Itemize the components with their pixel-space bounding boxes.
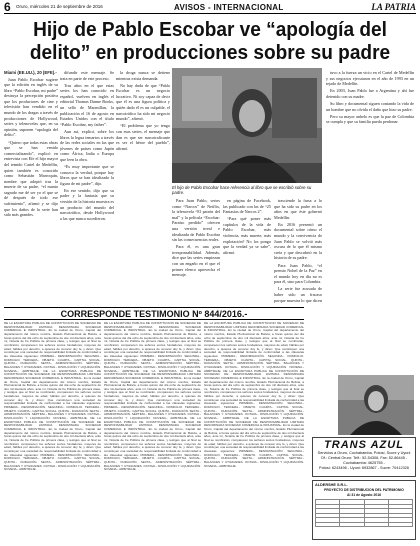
article-column-3 [116,70,170,304]
article-column-2 [60,70,114,304]
article-paragraph: “Para qué poner más capítulos de la vida de Pablo Escobar, más violencia, más muerte, más explotación? No los pongo que la verdad ya se sabe”, afirmó. [223,216,271,255]
legal-column-2 [104,322,201,542]
byline: Miami (EE.UU.), 20 (EFE).- [4,70,57,75]
article-paragraph: En ese sentido, dijo que su padre y la fantasía que su versión de la historia muestra es un producto del mundo del narcotráfico, desde Hollywood a las que nunca sucedieron. [60,187,114,221]
article-paragraph: Para Juan Pablo, series como “Narcos” de Netflix, la telenovela “El patrón del mal” y la película “Escobar: Paraíso perdido” ofrecen una versión irreal e idealizada de Pablo Escobar sin las consecuencias reales. [172,198,220,243]
article-paragraph: en página de Facebook, las publicado con las de “25 Fantasías de Narcos 2”. [223,198,271,215]
article-paragraph: Para Juan Pablo, “el premio Nobel de la Paz” en el mundo hoy en día no es para él, sino para Colombia. [274,262,322,285]
article-column-6 [274,198,322,304]
article-photo [172,68,322,183]
legal-notice-text: DE LA ESCRITURA PUBLICA DE CONSTITUCIÓN DE SOCIEDAD DE RESPONSABILIDAD LIMITADA DENOMINADA SOCIEDAD COMERCIAL E INDUSTRIAL. En la ciudad de Oruro, Capital del departamento del mismo nombre, Estado Plurinacional de Bolivia, a horas quince del día ocho de septiembre de dos mil dieciséis años, ante mí, Notaria de Fe Pública de primera clase, y testigos que al final se nombrarán, comparecen los señores socios fundadores, mayores de edad, hábiles por derecho, a quienes de conocer doy fe, y dicen: Que constituyen una sociedad de responsabilidad limitada de conformidad a las cláusulas siguientes: PRIMERA.- DENOMINACIÓN. SEGUNDA.- DOMICILIO. TERCERA.- OBJETO. CUARTA.- CAPITAL SOCIAL. QUINTA.- DURACIÓN. SEXTA.- ADMINISTRACIÓN. SÉPTIMA.- BALANCES Y UTILIDADES. OCTAVA.- DISOLUCIÓN Y LIQUIDACIÓN. NOVENA.- ARBITRAJE. DE LA ESCRITURA PUBLICA DE CONSTITUCIÓN DE SOCIEDAD DE RESPONSABILIDAD LIMITADA DENOMINADA SOCIEDAD COMERCIAL E INDUSTRIAL. En la ciudad de Oruro, Capital del departamento del mismo nombre, Estado Plurinacional de Bolivia, a horas quince del día ocho de septiembre de dos mil dieciséis años, ante mí, Notaria de Fe Pública de primera clase, y testigos que al final se nombrarán, comparecen los señores socios fundadores, mayores de edad, hábiles por derecho, a quienes de conocer doy fe, y dicen: Que constituyen una sociedad de responsabilidad limitada de conformidad a las cláusulas siguientes: PRIMERA.- DENOMINACIÓN. SEGUNDA.- DOMICILIO. TERCERA.- OBJETO. CUARTA.- CAPITAL SOCIAL. QUINTA.- DURACIÓN. SEXTA.- ADMINISTRACIÓN. SÉPTIMA.- BALANCES Y UTILIDADES. OCTAVA.- DISOLUCIÓN Y LIQUIDACIÓN. NOVENA.- ARBITRAJE. DE LA ESCRITURA PUBLICA DE CONSTITUCIÓN DE SOCIEDAD DE RESPONSABILIDAD LIMITADA DENOMINADA SOCIEDAD COMERCIAL E INDUSTRIAL. En la ciudad de Oruro, Capital del departamento del mismo nombre, Estado Plurinacional de Bolivia, a horas quince del día ocho de septiembre de dos mil dieciséis años, ante mí, Notaria de Fe Pública de primera clase, y testigos que al final se nombrarán, comparecen los señores socios fundadores, mayores de edad, hábiles por derecho, a quienes de conocer doy fe, y dicen: Que constituyen una sociedad de responsabilidad limitada de conformidad a las cláusulas siguientes: PRIMERA.- DENOMINACIÓN. SEGUNDA.- DOMICILIO. TERCERA.- OBJETO. CUARTA.- CAPITAL SOCIAL. QUINTA.- DURACIÓN. SEXTA.- ADMINISTRACIÓN. SÉPTIMA.- BALANCES Y UTILIDADES. OCTAVA.- DISOLUCIÓN Y LIQUIDACIÓN. NOVENA.- ARBITRAJE. [4,322,101,472]
article-column-4 [172,198,220,304]
article-paragraph: Para él, es una gran irresponsabilidad. Además, dice que las series empiezan con un engaño en el que el primer elenco aprovecha el mensaje. [172,244,220,278]
transport-ad [312,437,416,477]
article-paragraph: la droga nunca se detiene mientras exista demanda. [116,70,170,81]
dateline: Oruro, miércoles 21 de septiembre de 2016 [16,4,103,9]
legal-column-3 [204,322,304,542]
transport-ad-line-4: Potosí: 6243496 - Uyuni: 6932867 - Sucre: 70412326 [319,466,409,470]
article-column-1 [4,70,58,304]
newspaper-name: LA PATRIA [371,2,416,12]
article-paragraph: tuvo a la fuerza un vicio en el Cartel de Medellín y sus negocios ejecutaron en el año de 1993 en un tejado de Medellín. [326,70,414,87]
article-paragraph: Pero su mayor anhelo es que la paz de Colombia se cumpla y que su familia pueda perdonar. [326,113,414,125]
article-paragraph: “Quiero que todas estas obras que se han venido comercializando”, explicó en entrevista con Efe el hijo mayor del temido Cartel de Medellín, quien también es conocido como Sebastián Marroquín, nombre que adoptó tras la muerte de su padre, “el manto sagrado me dé ser yo el que se dé después de todo ese sufrimiento”, afirmó y se dijo que los daños de la serie han sido más grandes. [4,139,58,218]
article-paragraph: La serie fue acusada de haber sido un fracaso porque muestra lo que dicen [274,286,322,303]
section-title: AVISOS - INTERNACIONAL [174,3,284,12]
article-paragraph: “Es muy importante que se conozca la verdad, porque hay libros que se han idealizado la figura de mi padre”, dijo. [60,164,114,186]
article-column-5 [223,198,271,304]
balance-subheading: Al 31 de Agosto 2016 [347,493,381,497]
legal-notice-text: DE LA ESCRITURA PUBLICA DE CONSTITUCIÓN DE SOCIEDAD DE RESPONSABILIDAD LIMITADA DENOMINADA SOCIEDAD COMERCIAL E INDUSTRIAL. En la ciudad de Oruro, Capital del departamento del mismo nombre, Estado Plurinacional de Bolivia, a horas quince del día ocho de septiembre de dos mil dieciséis años, ante mí, Notaria de Fe Pública de primera clase, y testigos que al final se nombrarán, comparecen los señores socios fundadores, mayores de edad, hábiles por derecho, a quienes de conocer doy fe, y dicen: Que constituyen una sociedad de responsabilidad limitada de conformidad a las cláusulas siguientes: PRIMERA.- DENOMINACIÓN. SEGUNDA.- DOMICILIO. TERCERA.- OBJETO. CUARTA.- CAPITAL SOCIAL. QUINTA.- DURACIÓN. SEXTA.- ADMINISTRACIÓN. SÉPTIMA.- BALANCES Y UTILIDADES. OCTAVA.- DISOLUCIÓN Y LIQUIDACIÓN. NOVENA.- ARBITRAJE. DE LA ESCRITURA PUBLICA DE CONSTITUCIÓN DE SOCIEDAD DE RESPONSABILIDAD LIMITADA DENOMINADA SOCIEDAD COMERCIAL E INDUSTRIAL. En la ciudad de Oruro, Capital del departamento del mismo nombre, Estado Plurinacional de Bolivia, a horas quince del día ocho de septiembre de dos mil dieciséis años, ante mí, Notaria de Fe Pública de primera clase, y testigos que al final se nombrarán, comparecen los señores socios fundadores, mayores de edad, hábiles por derecho, a quienes de conocer doy fe, y dicen: Que constituyen una sociedad de responsabilidad limitada de conformidad a las cláusulas siguientes: PRIMERA.- DENOMINACIÓN. SEGUNDA.- DOMICILIO. TERCERA.- OBJETO. CUARTA.- CAPITAL SOCIAL. QUINTA.- DURACIÓN. SEXTA.- ADMINISTRACIÓN. SÉPTIMA.- BALANCES Y UTILIDADES. OCTAVA.- DISOLUCIÓN Y LIQUIDACIÓN. NOVENA.- ARBITRAJE. DE LA ESCRITURA PUBLICA DE CONSTITUCIÓN DE SOCIEDAD DE RESPONSABILIDAD LIMITADA DENOMINADA SOCIEDAD COMERCIAL E INDUSTRIAL. En la ciudad de Oruro, Capital del departamento del mismo nombre, Estado Plurinacional de Bolivia, a horas quince del día ocho de septiembre de dos mil dieciséis años, ante mí, Notaria de Fe Pública de primera clase, y testigos que al final se nombrarán, comparecen los señores socios fundadores, mayores de edad, hábiles por derecho, a quienes de conocer doy fe, y dicen: Que constituyen una sociedad de responsabilidad limitada de conformidad a las cláusulas siguientes: PRIMERA.- DENOMINACIÓN. SEGUNDA.- DOMICILIO. TERCERA.- OBJETO. CUARTA.- CAPITAL SOCIAL. QUINTA.- DURACIÓN. SEXTA.- ADMINISTRACIÓN. SÉPTIMA.- BALANCES Y UTILIDADES. OCTAVA.- DISOLUCIÓN Y LIQUIDACIÓN. NOVENA.- ARBITRAJE. [104,322,201,472]
headline-line-2: delito” en producciones sobre su padre [29,41,391,64]
photo-caption: El hijo de Pablo Escobar hace referencia al libro que se escribió sobre su padre. [172,185,312,196]
transport-ad-line-1: Servicios a Oruro, Cochabamba, Potosí, Sucre y Uyuni [317,451,411,455]
article-paragraph: Su libro y documental siguen contando la vida de un hombre que no olvida el daño que hizo su padre. [326,100,414,112]
page-number: 6 [4,0,11,14]
balance-heading: PROYECTO DE DISTRIBUCION DEL PATRIMONIO [324,488,404,492]
article-paragraph: trasciende la farsa a lo que ha sido su padre en los años en que éste gobernó Medellín. [274,198,322,220]
transport-ad-line-3: Cochabamba: 4625755 - [343,461,385,465]
headline-line-1: Hijo de Pablo Escobar ve “apología del [33,18,387,41]
article-paragraph: No hay duda de que “Pablo Escobar es un negocio lucrativo. Ni soy capaz de decir que él es una figura política y quién dado él es un culpable, el narcotráfico ha sido mi negocio mundo”, afirmó. [116,82,170,122]
legal-notice-text: DE LA ESCRITURA PUBLICA DE CONSTITUCIÓN DE SOCIEDAD DE RESPONSABILIDAD LIMITADA DENOMINADA SOCIEDAD COMERCIAL E INDUSTRIAL. En la ciudad de Oruro, Capital del departamento del mismo nombre, Estado Plurinacional de Bolivia, a horas quince del día ocho de septiembre de dos mil dieciséis años, ante mí, Notaria de Fe Pública de primera clase, y testigos que al final se nombrarán, comparecen los señores socios fundadores, mayores de edad, hábiles por derecho, a quienes de conocer doy fe, y dicen: Que constituyen una sociedad de responsabilidad limitada de conformidad a las cláusulas siguientes: PRIMERA.- DENOMINACIÓN. SEGUNDA.- DOMICILIO. TERCERA.- OBJETO. CUARTA.- CAPITAL SOCIAL. QUINTA.- DURACIÓN. SEXTA.- ADMINISTRACIÓN. SÉPTIMA.- BALANCES Y UTILIDADES. OCTAVA.- DISOLUCIÓN Y LIQUIDACIÓN. NOVENA.- ARBITRAJE. DE LA ESCRITURA PUBLICA DE CONSTITUCIÓN DE SOCIEDAD DE RESPONSABILIDAD LIMITADA DENOMINADA SOCIEDAD COMERCIAL E INDUSTRIAL. En la ciudad de Oruro, Capital del departamento del mismo nombre, Estado Plurinacional de Bolivia, a horas quince del día ocho de septiembre de dos mil dieciséis años, ante mí, Notaria de Fe Pública de primera clase, y testigos que al final se nombrarán, comparecen los señores socios fundadores, mayores de edad, hábiles por derecho, a quienes de conocer doy fe, y dicen: Que constituyen una sociedad de responsabilidad limitada de conformidad a las cláusulas siguientes: PRIMERA.- DENOMINACIÓN. SEGUNDA.- DOMICILIO. TERCERA.- OBJETO. CUARTA.- CAPITAL SOCIAL. QUINTA.- DURACIÓN. SEXTA.- ADMINISTRACIÓN. SÉPTIMA.- BALANCES Y UTILIDADES. OCTAVA.- DISOLUCIÓN Y LIQUIDACIÓN. NOVENA.- ARBITRAJE. DE LA ESCRITURA PUBLICA DE CONSTITUCIÓN DE SOCIEDAD DE RESPONSABILIDAD LIMITADA DENOMINADA SOCIEDAD COMERCIAL E INDUSTRIAL. En la ciudad de Oruro, Capital del departamento del mismo nombre, Estado Plurinacional de Bolivia, a horas quince del día ocho de septiembre de dos mil dieciséis años, ante mí, Notaria de Fe Pública de primera clase, y testigos que al final se nombrarán, comparecen los señores socios fundadores, mayores de edad, hábiles por derecho, a quienes de conocer doy fe, y dicen: Que constituyen una sociedad de responsabilidad limitada de conformidad a las cláusulas siguientes: PRIMERA.- DENOMINACIÓN. SEGUNDA.- DOMICILIO. TERCERA.- OBJETO. CUARTA.- CAPITAL SOCIAL. QUINTA.- DURACIÓN. SEXTA.- ADMINISTRACIÓN. SÉPTIMA.- BALANCES Y UTILIDADES. OCTAVA.- DISOLUCIÓN Y LIQUIDACIÓN. NOVENA.- ARBITRAJE. [204,322,304,468]
transport-ad-title: TRANS AZUL [324,439,404,451]
article-paragraph: “El problema que yo tengo con esas series, el mensaje que dan es que ser narcotraficante es ser el héroe del pueblo”, afirmó. [116,123,170,151]
balance-table [315,499,413,527]
article-paragraph: En 2016 presentó un documental sobre cómo el mundo y la convivencia de Juan Pablo se volvió más oscura de lo que él mismo creía y que descubrió en la historia de su padre. [274,221,322,261]
page-header [4,2,416,14]
article-paragraph: Aun así, explicó, sobre los libros la legua temarios a través de las redes sociales en las que jóvenes de países como Japón como África, India o Europa que leen la obra. [60,128,114,162]
balance-notice [312,480,416,540]
legal-notice-title: CORRESPONDE TESTIMONIO Nº 844/2016.- [4,307,304,320]
article-column-7 [326,70,414,370]
transport-ad-line-2: Of.: Central Oruro: Telf.: 52-54306, Fax: 52-86445 - [320,456,408,460]
balance-company: ALDERSHE S.R.L. [315,483,348,487]
legal-column-1 [4,322,101,542]
side-photo [338,375,414,435]
article-paragraph: Juan Pablo Escobar sugiere que la edición en inglés de su libro “Pablo Escobar, mi padre” destruya la percepción positiva que los productores de cine y televisión han vendido en el mundo de los dragas a través de producciones de Hollywood, series y telenovelas que, en su opinión, suponen “apología del delito”. [4,76,58,138]
headline [24,18,396,64]
article-paragraph: En 2003, Juan Pablo fue a Argentina y ahí fue detenido con su madre. [326,88,414,99]
article-paragraph: difundir este mensaje. Se trata en parte de este proceso. [60,70,114,81]
article-paragraph: Tras años en el que estas series los han conocido en español, vuelven en inglés el editorial Thomas Dunne Books, un sello de Macmillan, la publicación el 16 de agosto en Estados Unidos con el título “Pablo Escobar, my father”. [60,82,114,127]
